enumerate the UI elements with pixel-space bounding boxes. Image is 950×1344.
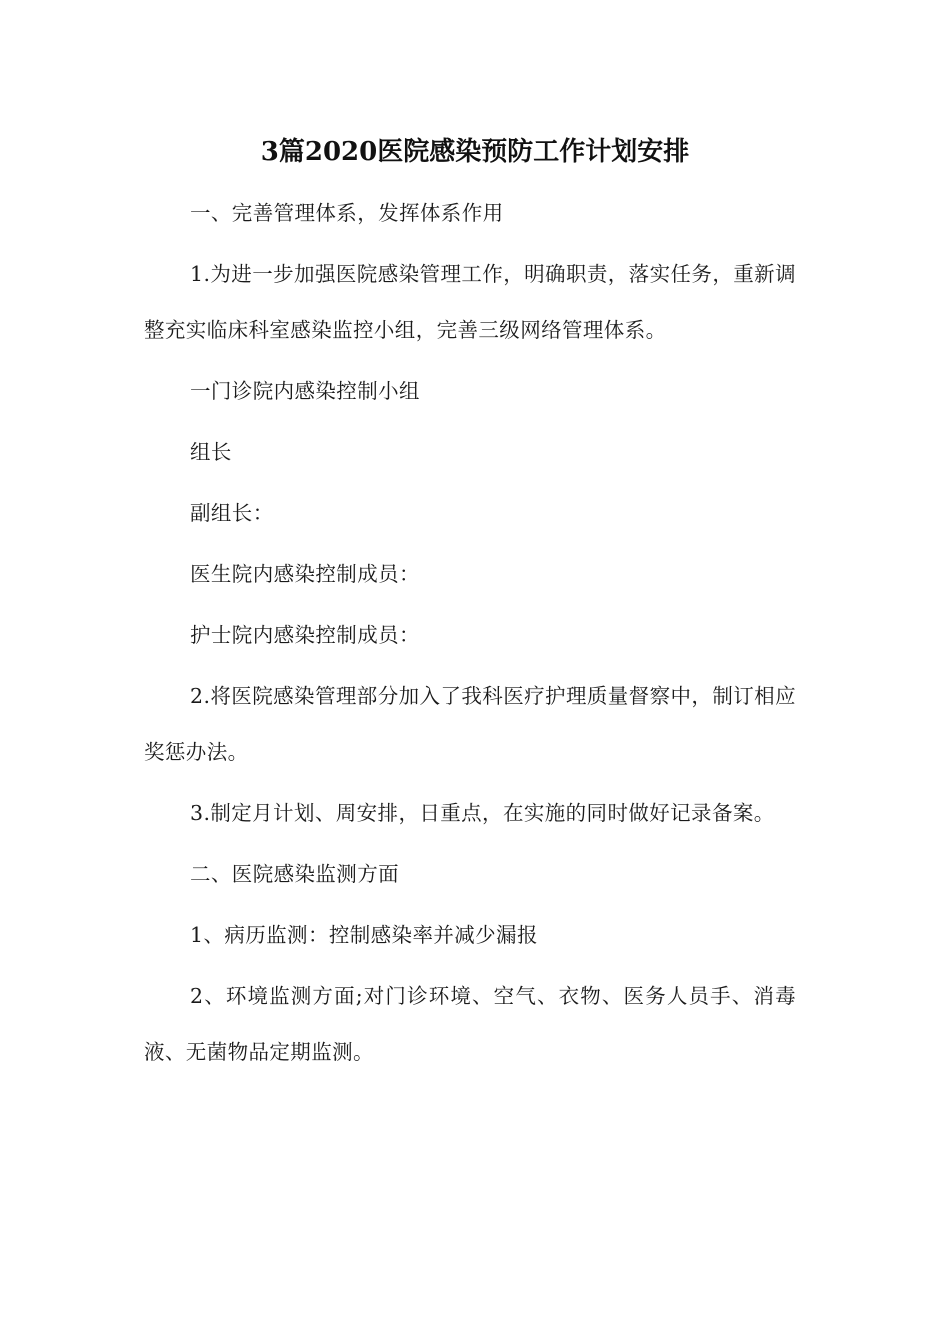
document-title: 3篇2020医院感染预防工作计划安排	[260, 137, 690, 167]
paragraph-item-3: 3.制定月计划、周安排，日重点，在实施的同时做好记录备案。	[190, 801, 775, 825]
paragraph-doctor-members: 医生院内感染控制成员：	[190, 562, 420, 586]
paragraph-monitoring-1: 1、病历监测：控制感染率并减少漏报	[190, 923, 538, 947]
paragraph-leader: 组长	[190, 440, 232, 464]
paragraph-nurse-members: 护士院内感染控制成员：	[190, 623, 420, 647]
section-heading-1: 一、完善管理体系，发挥体系作用	[190, 201, 504, 225]
paragraph-monitoring-2: 2、环境监测方面;对门诊环境、空气、衣物、医务人员手、消毒液、无菌物品定期监测。	[144, 984, 796, 1064]
section-heading-2: 二、医院感染监测方面	[190, 862, 399, 886]
paragraph-item-1: 1.为进一步加强医院感染管理工作，明确职责，落实任务，重新调整充实临床科室感染监控小组，完善三级网络管理体系。	[144, 262, 796, 342]
paragraph-group-title: 一门诊院内感染控制小组	[190, 379, 420, 403]
document-body	[144, 185, 796, 1085]
paragraph-item-2: 2.将医院感染管理部分加入了我科医疗护理质量督察中，制订相应奖惩办法。	[144, 684, 796, 764]
paragraph-deputy-leader: 副组长：	[190, 501, 274, 525]
